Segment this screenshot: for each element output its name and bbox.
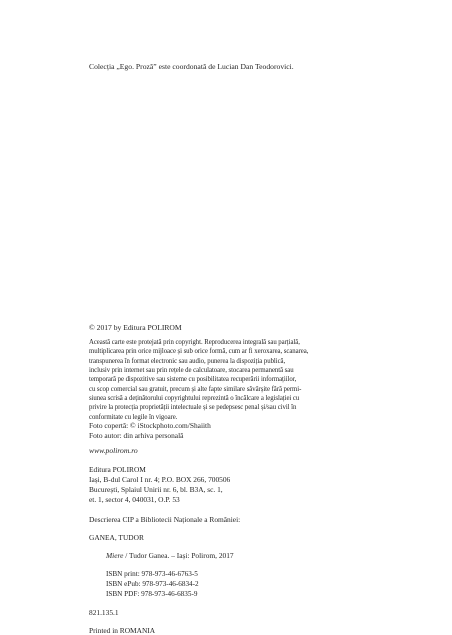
publisher-name: Editura POLIROM — [89, 465, 146, 474]
publisher-address — [89, 465, 379, 505]
cip-author: GANEA, TUDOR — [89, 533, 144, 542]
photo-credits — [89, 421, 379, 441]
legal-line: transpunerea în format electronic sau audio, punerea la dispoziția publică, — [89, 357, 286, 365]
legal-line: multiplicarea prin orice mijloace și sub orice formă, cum ar fi xeroxarea, scanarea, — [89, 348, 309, 356]
isbn-print: ISBN print: 978-973-46-6763-5 — [106, 570, 198, 578]
legal-line: cu scop comercial sau gratuit, precum și alte fapte similare săvârșite fără permi- — [89, 385, 302, 393]
printed-in: Printed in ROMANIA — [89, 626, 156, 635]
legal-notice — [89, 338, 308, 422]
udc-code: 821.135.1 — [89, 608, 119, 617]
publisher-address-line: et. 1, sector 4, 040031, O.P. 53 — [89, 495, 180, 505]
isbn-list — [106, 569, 396, 599]
cover-photo-credit: Foto copertă: © iStockphoto.com/Shaiith — [89, 421, 211, 430]
cip-description — [106, 551, 396, 560]
legal-line: privire la protecția proprietății intelectuale și se pedepsesc penal și/sau civil în — [89, 404, 297, 412]
cip-description-rest: / Tudor Ganea. – Iași: Polirom, 2017 — [123, 551, 234, 560]
legal-line: siunea scrisă a deținătorului copyrightului reprezintă o încălcare a legislației cu — [89, 395, 300, 403]
publisher-address-line: București, Splaiul Unirii nr. 6, bl. B3A, sc. 1, — [89, 485, 223, 495]
series-note: Colecția „Ego. Proză” este coordonată de Lucian Dan Teodorovici. — [89, 62, 294, 71]
isbn-epub: ISBN ePub: 978-973-46-6834-2 — [106, 580, 199, 588]
cip-heading: Descrierea CIP a Bibliotecii Naționale a României: — [89, 515, 241, 524]
legal-line: Această carte este protejată prin copyright. Reproducerea integrală sau parțială, — [89, 339, 300, 346]
author-photo-credit: Foto autor: din arhiva personală — [89, 431, 184, 441]
isbn-pdf: ISBN PDF: 978-973-46-6835-9 — [106, 590, 198, 598]
copyright-line: © 2017 by Editura POLIROM — [89, 323, 182, 332]
legal-line: conformitate cu legile în vigoare. — [89, 413, 178, 421]
publisher-address-line: Iași, B-dul Carol I nr. 4; P.O. BOX 266, 700506 — [89, 475, 231, 485]
legal-line: temporară pe dispozitive sau sisteme cu posibilitatea recuperării informațiilor, — [89, 376, 297, 384]
legal-line: inclusiv prin internet sau prin rețele de calculatoare, stocarea permanentă sau — [89, 367, 294, 375]
book-title: Miere — [106, 551, 124, 560]
publisher-website: www.polirom.ro — [89, 446, 138, 455]
